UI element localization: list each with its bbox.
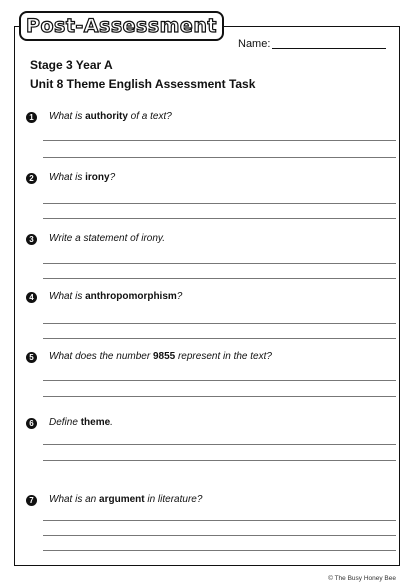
question-number-badge: 2 bbox=[26, 173, 37, 184]
answer-line[interactable] bbox=[43, 157, 396, 158]
answer-line[interactable] bbox=[43, 520, 396, 521]
answer-line[interactable] bbox=[43, 396, 396, 397]
question-text: Write a statement of irony. bbox=[49, 233, 165, 244]
question-number-badge: 4 bbox=[26, 292, 37, 303]
copyright-footer: © The Busy Honey Bee bbox=[328, 575, 396, 582]
question-number-badge: 6 bbox=[26, 418, 37, 429]
question-number-badge: 1 bbox=[26, 112, 37, 123]
answer-line[interactable] bbox=[43, 444, 396, 445]
answer-line[interactable] bbox=[43, 338, 396, 339]
page-title: Post-Assessment bbox=[26, 15, 217, 37]
question-number-badge: 3 bbox=[26, 234, 37, 245]
question-text: What is irony? bbox=[49, 172, 116, 183]
answer-line[interactable] bbox=[43, 460, 396, 461]
name-answer-line[interactable] bbox=[272, 48, 386, 49]
question-text: Define theme. bbox=[49, 417, 113, 428]
question-text: What is authority of a text? bbox=[49, 111, 172, 122]
answer-line[interactable] bbox=[43, 203, 396, 204]
answer-line[interactable] bbox=[43, 550, 396, 551]
question-number-badge: 7 bbox=[26, 495, 37, 506]
answer-line[interactable] bbox=[43, 278, 396, 279]
question-text: What is anthropomorphism? bbox=[49, 291, 183, 302]
answer-line[interactable] bbox=[43, 380, 396, 381]
title-banner bbox=[19, 11, 224, 41]
question-text: What is an argument in literature? bbox=[49, 494, 203, 505]
answer-line[interactable] bbox=[43, 263, 396, 264]
stage-heading: Stage 3 Year A bbox=[30, 58, 113, 72]
answer-line[interactable] bbox=[43, 323, 396, 324]
answer-line[interactable] bbox=[43, 140, 396, 141]
question-text: What does the number 9855 represent in the text? bbox=[49, 351, 272, 362]
name-label: Name: bbox=[238, 38, 271, 50]
question-number-badge: 5 bbox=[26, 352, 37, 363]
unit-heading: Unit 8 Theme English Assessment Task bbox=[30, 77, 256, 91]
answer-line[interactable] bbox=[43, 535, 396, 536]
answer-line[interactable] bbox=[43, 218, 396, 219]
